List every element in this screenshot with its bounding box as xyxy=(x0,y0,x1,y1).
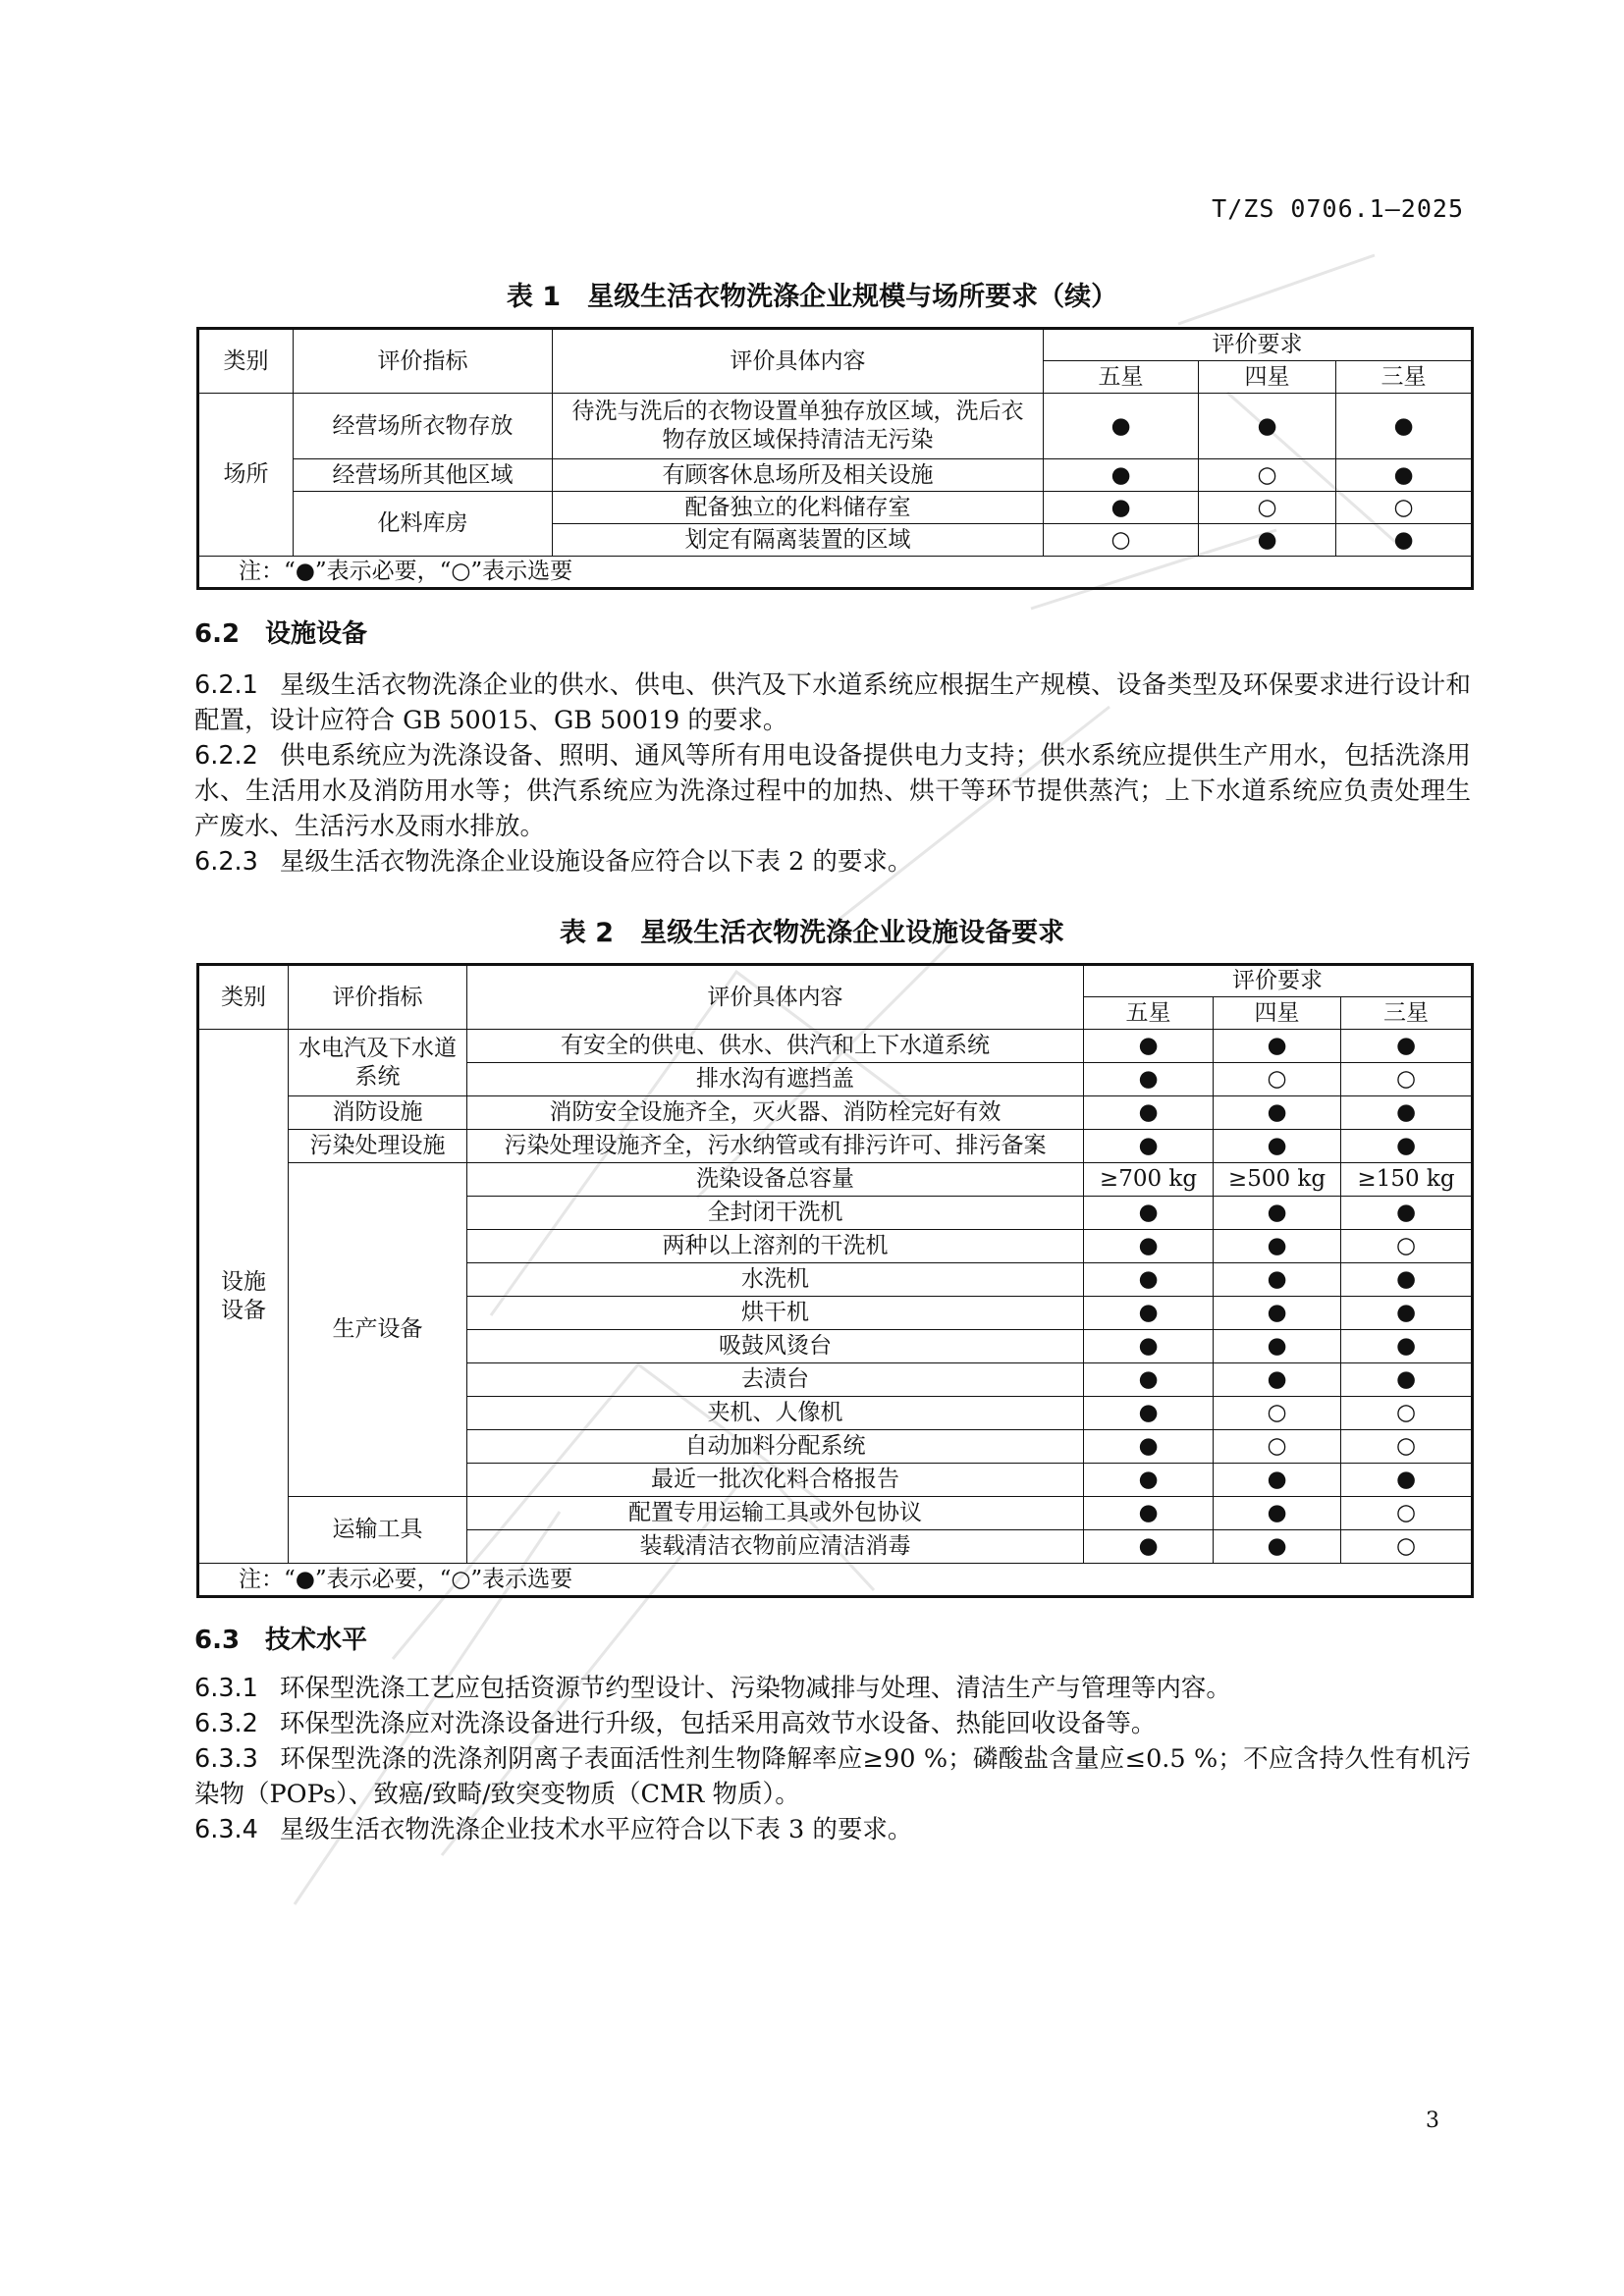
header-three-star: 三星 xyxy=(1336,361,1473,394)
indicator-cell: 化料库房 xyxy=(294,492,553,557)
content-cell: 有顾客休息场所及相关设施 xyxy=(553,459,1044,492)
table1 xyxy=(196,327,1474,590)
three-star-cell: ○ xyxy=(1341,1230,1473,1263)
indicator-cell: 运输工具 xyxy=(289,1497,467,1564)
three-star-cell: ● xyxy=(1341,1297,1473,1330)
four-star-cell: ● xyxy=(1214,1330,1341,1363)
page-number: 3 xyxy=(1426,2109,1439,2133)
header-indicator: 评价指标 xyxy=(294,329,553,394)
four-star-cell: ● xyxy=(1214,1464,1341,1497)
five-star-cell: ● xyxy=(1084,1096,1214,1130)
paragraph-text: 环保型洗涤工艺应包括资源节约型设计、污染物减排与处理、清洁生产与管理等内容。 xyxy=(279,1674,1231,1703)
document-number: T/ZS 0706.1—2025 xyxy=(1212,194,1464,223)
three-star-cell: ○ xyxy=(1336,492,1473,524)
header-content: 评价具体内容 xyxy=(553,329,1044,394)
content-cell: 水洗机 xyxy=(467,1263,1084,1297)
three-star-cell: ● xyxy=(1336,524,1473,557)
table2-note: 注：“●”表示必要，“○”表示选要 xyxy=(198,1564,1473,1597)
five-star-cell: ● xyxy=(1084,1330,1214,1363)
content-cell: 待洗与洗后的衣物设置单独存放区域，洗后衣物存放区域保持清洁无污染 xyxy=(553,394,1044,459)
indicator-cell: 生产设备 xyxy=(289,1163,467,1497)
five-star-cell: ● xyxy=(1044,492,1199,524)
paragraph-number: 6.3.1 xyxy=(194,1674,258,1703)
five-star-cell: ● xyxy=(1084,1363,1214,1397)
content-cell: 有安全的供电、供水、供汽和上下水道系统 xyxy=(467,1030,1084,1063)
five-star-cell: ● xyxy=(1084,1497,1214,1530)
three-star-cell: ● xyxy=(1341,1030,1473,1063)
header-requirement: 评价要求 xyxy=(1044,329,1473,361)
header-requirement: 评价要求 xyxy=(1084,965,1473,997)
category-cell: 场所 xyxy=(198,394,294,557)
four-star-cell: ● xyxy=(1214,1530,1341,1564)
header-category: 类别 xyxy=(198,329,294,394)
five-star-cell: ● xyxy=(1084,1263,1214,1297)
header-five-star: 五星 xyxy=(1044,361,1199,394)
content-cell: 自动加料分配系统 xyxy=(467,1430,1084,1464)
five-star-cell: ● xyxy=(1084,1430,1214,1464)
paragraph xyxy=(194,1706,1471,1741)
content-cell: 全封闭干洗机 xyxy=(467,1197,1084,1230)
paragraph xyxy=(194,1741,1471,1812)
content-cell: 消防安全设施齐全，灭火器、消防栓完好有效 xyxy=(467,1096,1084,1130)
three-star-cell: ● xyxy=(1341,1197,1473,1230)
four-star-cell: ○ xyxy=(1214,1430,1341,1464)
four-star-cell: ● xyxy=(1214,1263,1341,1297)
content-cell: 污染处理设施齐全，污水纳管或有排污许可、排污备案 xyxy=(467,1130,1084,1163)
header-content: 评价具体内容 xyxy=(467,965,1084,1030)
indicator-cell: 水电汽及下水道系统 xyxy=(289,1030,467,1096)
five-star-cell: ● xyxy=(1084,1063,1214,1096)
indicator-cell: 污染处理设施 xyxy=(289,1130,467,1163)
section-6-3-heading: 6.3 技术水平 xyxy=(194,1626,368,1655)
paragraph-text: 环保型洗涤的洗涤剂阴离子表面活性剂生物降解率应≥90 %；磷酸盐含量应≤0.5 %；不应含持久性有机污染物（POPs）、致癌/致畸/致突变物质（CMR 物质）。 xyxy=(194,1744,1471,1809)
four-star-cell: ○ xyxy=(1214,1063,1341,1096)
four-star-cell: ≥500 kg xyxy=(1214,1163,1341,1197)
content-cell: 排水沟有遮挡盖 xyxy=(467,1063,1084,1096)
table2 xyxy=(196,963,1474,1598)
header-five-star: 五星 xyxy=(1084,997,1214,1030)
four-star-cell: ● xyxy=(1214,1363,1341,1397)
section-6-3-body xyxy=(194,1671,1471,1847)
four-star-cell: ○ xyxy=(1199,492,1336,524)
five-star-cell: ● xyxy=(1084,1230,1214,1263)
content-cell: 两种以上溶剂的干洗机 xyxy=(467,1230,1084,1263)
three-star-cell: ● xyxy=(1341,1096,1473,1130)
header-four-star: 四星 xyxy=(1214,997,1341,1030)
table1-note: 注：“●”表示必要，“○”表示选要 xyxy=(198,557,1473,589)
four-star-cell: ● xyxy=(1199,524,1336,557)
paragraph xyxy=(194,1812,1471,1847)
three-star-cell: ● xyxy=(1336,459,1473,492)
paragraph-number: 6.3.4 xyxy=(194,1815,258,1844)
indicator-cell: 消防设施 xyxy=(289,1096,467,1130)
paragraph-text: 供电系统应为洗涤设备、照明、通风等所有用电设备提供电力支持；供水系统应提供生产用水，包括洗涤用水、生活用水及消防用水等；供汽系统应为洗涤过程中的加热、烘干等环节提供蒸汽；上下水道系统应负责处理生产废水、生活污水及雨水排放。 xyxy=(194,741,1471,841)
five-star-cell: ● xyxy=(1084,1197,1214,1230)
indicator-cell: 经营场所衣物存放 xyxy=(294,394,553,459)
five-star-cell: ● xyxy=(1084,1130,1214,1163)
header-three-star: 三星 xyxy=(1341,997,1473,1030)
paragraph-number: 6.3.3 xyxy=(194,1744,258,1774)
four-star-cell: ○ xyxy=(1214,1397,1341,1430)
three-star-cell: ● xyxy=(1341,1330,1473,1363)
three-star-cell: ○ xyxy=(1341,1063,1473,1096)
four-star-cell: ● xyxy=(1214,1130,1341,1163)
three-star-cell: ○ xyxy=(1341,1497,1473,1530)
paragraph-text: 环保型洗涤应对洗涤设备进行升级，包括采用高效节水设备、热能回收设备等。 xyxy=(279,1709,1157,1738)
four-star-cell: ○ xyxy=(1199,459,1336,492)
paragraph-number: 6.3.2 xyxy=(194,1709,258,1738)
header-category: 类别 xyxy=(198,965,289,1030)
three-star-cell: ○ xyxy=(1341,1397,1473,1430)
paragraph-text: 星级生活衣物洗涤企业设施设备应符合以下表 2 的要求。 xyxy=(279,847,913,877)
content-cell: 配备独立的化料储存室 xyxy=(553,492,1044,524)
paragraph-text: 星级生活衣物洗涤企业的供水、供电、供汽及下水道系统应根据生产规模、设备类型及环保要求进行设计和配置，设计应符合 GB 50015、GB 50019 的要求。 xyxy=(194,670,1471,735)
five-star-cell: ● xyxy=(1084,1530,1214,1564)
section-6-2-body xyxy=(194,667,1471,880)
three-star-cell: ● xyxy=(1341,1263,1473,1297)
content-cell: 夹机、人像机 xyxy=(467,1397,1084,1430)
three-star-cell: ○ xyxy=(1341,1430,1473,1464)
paragraph-number: 6.2.2 xyxy=(194,741,258,771)
indicator-cell: 经营场所其他区域 xyxy=(294,459,553,492)
paragraph xyxy=(194,738,1471,844)
four-star-cell: ● xyxy=(1214,1096,1341,1130)
content-cell: 吸鼓风烫台 xyxy=(467,1330,1084,1363)
three-star-cell: ● xyxy=(1341,1363,1473,1397)
content-cell: 最近一批次化料合格报告 xyxy=(467,1464,1084,1497)
content-cell: 装载清洁衣物前应清洁消毒 xyxy=(467,1530,1084,1564)
paragraph xyxy=(194,1671,1471,1706)
three-star-cell: ● xyxy=(1336,394,1473,459)
four-star-cell: ● xyxy=(1214,1230,1341,1263)
table1-caption: 表 1 星级生活衣物洗涤企业规模与场所要求（续） xyxy=(506,282,1118,312)
five-star-cell: ● xyxy=(1084,1464,1214,1497)
content-cell: 划定有隔离装置的区域 xyxy=(553,524,1044,557)
four-star-cell: ● xyxy=(1214,1297,1341,1330)
five-star-cell: ● xyxy=(1084,1030,1214,1063)
content-cell: 去渍台 xyxy=(467,1363,1084,1397)
paragraph-number: 6.2.3 xyxy=(194,847,258,877)
content-cell: 烘干机 xyxy=(467,1297,1084,1330)
header-four-star: 四星 xyxy=(1199,361,1336,394)
four-star-cell: ● xyxy=(1214,1197,1341,1230)
section-6-2-heading: 6.2 设施设备 xyxy=(194,619,368,649)
table2-caption: 表 2 星级生活衣物洗涤企业设施设备要求 xyxy=(559,918,1065,948)
category-cell: 设施设备 xyxy=(198,1030,289,1564)
five-star-cell: ○ xyxy=(1044,524,1199,557)
content-cell: 洗染设备总容量 xyxy=(467,1163,1084,1197)
header-indicator: 评价指标 xyxy=(289,965,467,1030)
four-star-cell: ● xyxy=(1214,1030,1341,1063)
three-star-cell: ○ xyxy=(1341,1530,1473,1564)
five-star-cell: ≥700 kg xyxy=(1084,1163,1214,1197)
three-star-cell: ≥150 kg xyxy=(1341,1163,1473,1197)
paragraph xyxy=(194,844,1471,880)
five-star-cell: ● xyxy=(1084,1297,1214,1330)
three-star-cell: ● xyxy=(1341,1130,1473,1163)
paragraph xyxy=(194,667,1471,738)
paragraph-text: 星级生活衣物洗涤企业技术水平应符合以下表 3 的要求。 xyxy=(279,1815,913,1844)
content-cell: 配置专用运输工具或外包协议 xyxy=(467,1497,1084,1530)
paragraph-number: 6.2.1 xyxy=(194,670,258,700)
five-star-cell: ● xyxy=(1044,459,1199,492)
five-star-cell: ● xyxy=(1084,1397,1214,1430)
five-star-cell: ● xyxy=(1044,394,1199,459)
four-star-cell: ● xyxy=(1199,394,1336,459)
four-star-cell: ● xyxy=(1214,1497,1341,1530)
three-star-cell: ● xyxy=(1341,1464,1473,1497)
